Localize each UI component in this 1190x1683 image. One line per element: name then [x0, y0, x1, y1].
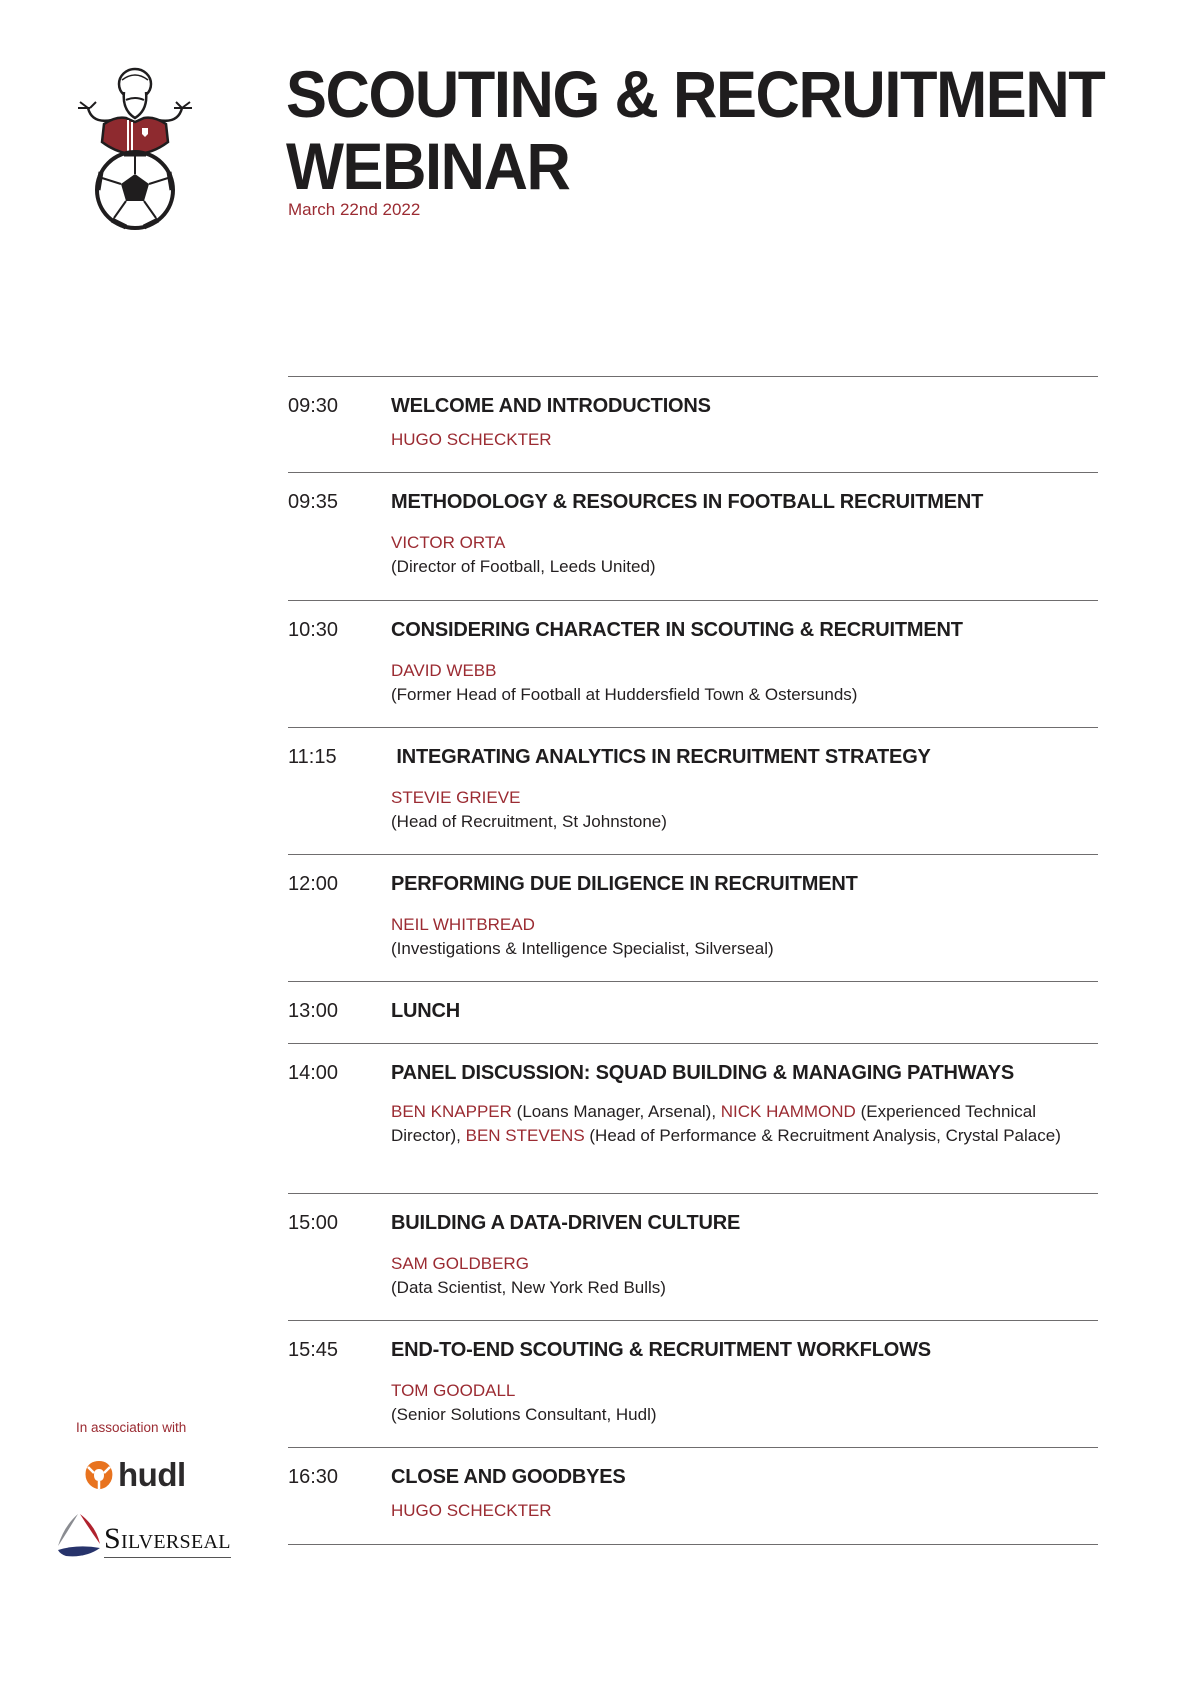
silverseal-logo-icon — [56, 1512, 102, 1558]
agenda-time: 12:00 — [288, 873, 339, 895]
association-label: In association with — [76, 1420, 187, 1435]
agenda-time: 15:00 — [288, 1212, 339, 1234]
speaker-name: NICK HAMMOND — [720, 1102, 856, 1121]
hudl-logo-icon — [84, 1459, 114, 1491]
speaker-role: (Data Scientist, New York Red Bulls) — [391, 1278, 666, 1297]
divider — [288, 1544, 1098, 1545]
mascot-football-logo-icon — [72, 62, 198, 242]
agenda-item — [288, 855, 1098, 981]
speaker-name: DAVID WEBB — [391, 661, 497, 680]
panel-speakers — [391, 1100, 1098, 1148]
agenda-time: 16:30 — [288, 1466, 339, 1488]
page-title — [286, 58, 1104, 202]
speaker-role: (Head of Recruitment, St Johnstone) — [391, 812, 667, 831]
session-title: METHODOLOGY & RESOURCES IN FOOTBALL RECRUITMENT — [391, 491, 984, 513]
agenda-time: 11:15 — [288, 746, 337, 768]
agenda-item — [288, 377, 1098, 472]
speaker-role: (Senior Solutions Consultant, Hudl) — [391, 1405, 657, 1424]
agenda-item — [288, 1194, 1098, 1320]
agenda-time: 09:30 — [288, 395, 339, 417]
agenda-list — [288, 376, 1098, 1545]
speaker-name: BEN KNAPPER — [391, 1102, 512, 1121]
session-title: CONSIDERING CHARACTER IN SCOUTING & RECRUITMENT — [391, 619, 963, 641]
speaker-role: (Head of Performance & Recruitment Analysis, Crystal Palace) — [584, 1126, 1061, 1145]
session-title: INTEGRATING ANALYTICS IN RECRUITMENT STRATEGY — [391, 746, 931, 768]
hudl-logo — [84, 1456, 186, 1494]
speaker-name: NEIL WHITBREAD — [391, 915, 535, 934]
speaker-name: STEVIE GRIEVE — [391, 788, 521, 807]
speaker-name: HUGO SCHECKTER — [391, 1501, 552, 1520]
session-title: BUILDING A DATA-DRIVEN CULTURE — [391, 1212, 741, 1234]
speaker-name: VICTOR ORTA — [391, 533, 506, 552]
agenda-item — [288, 982, 1098, 1043]
agenda-time: 15:45 — [288, 1339, 339, 1361]
agenda-item — [288, 601, 1098, 727]
hudl-wordmark: hudl — [118, 1456, 186, 1493]
speaker-name: SAM GOLDBERG — [391, 1254, 529, 1273]
speaker-role: (Former Head of Football at Huddersfield Town & Ostersunds) — [391, 685, 858, 704]
speaker-role: (Loans Manager, Arsenal), — [511, 1102, 721, 1121]
session-title: CLOSE AND GOODBYES — [391, 1466, 626, 1488]
speaker-role: (Experienced Technical Director), — [391, 1102, 1037, 1145]
agenda-item — [288, 728, 1098, 854]
speaker-name: BEN STEVENS — [465, 1126, 585, 1145]
speaker-name: HUGO SCHECKTER — [391, 430, 552, 449]
session-title: PERFORMING DUE DILIGENCE IN RECRUITMENT — [391, 873, 858, 895]
session-title: LUNCH — [391, 1000, 460, 1022]
event-date: March 22nd 2022 — [288, 200, 421, 219]
agenda-item — [288, 473, 1098, 600]
title-line-2: WEBINAR — [286, 129, 570, 203]
silverseal-wordmark: SILVERSEAL — [104, 1522, 231, 1558]
agenda-time: 09:35 — [288, 491, 339, 513]
agenda-item — [288, 1044, 1098, 1193]
speaker-role: (Director of Football, Leeds United) — [391, 557, 656, 576]
agenda-time: 14:00 — [288, 1062, 339, 1084]
session-title: WELCOME AND INTRODUCTIONS — [391, 395, 711, 417]
session-title: END-TO-END SCOUTING & RECRUITMENT WORKFLOWS — [391, 1339, 931, 1361]
agenda-time: 13:00 — [288, 1000, 339, 1022]
agenda-time: 10:30 — [288, 619, 339, 641]
agenda-item — [288, 1448, 1098, 1544]
speaker-name: TOM GOODALL — [391, 1381, 516, 1400]
session-title: PANEL DISCUSSION: SQUAD BUILDING & MANAGING PATHWAYS — [391, 1062, 1014, 1084]
title-line-1: SCOUTING & RECRUITMENT — [286, 57, 1105, 131]
speaker-role: (Investigations & Intelligence Specialist, Silverseal) — [391, 939, 774, 958]
silverseal-logo — [56, 1512, 231, 1558]
agenda-item — [288, 1321, 1098, 1447]
